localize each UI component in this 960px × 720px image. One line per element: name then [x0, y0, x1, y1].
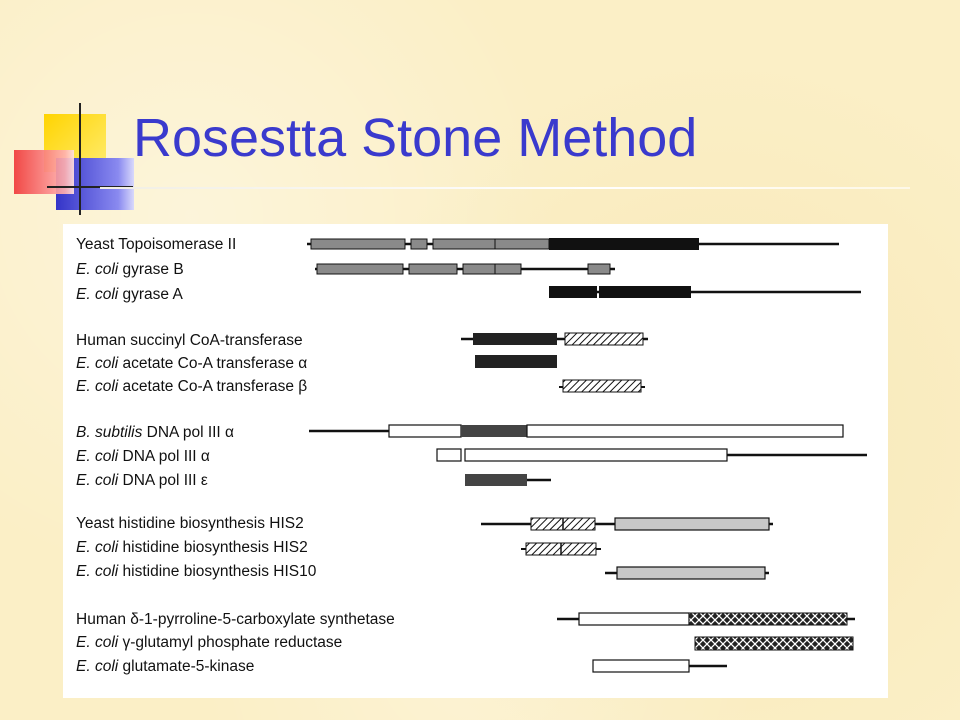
protein-label: E. coli histidine biosynthesis HIS2 [76, 539, 308, 556]
protein-bar [521, 543, 601, 555]
protein-label: E. coli gyrase B [76, 261, 184, 278]
protein-bar [481, 518, 773, 530]
protein-bar [437, 449, 867, 461]
protein-label: Human succinyl CoA-transferase [76, 332, 303, 349]
title-underline [100, 187, 910, 189]
logo-vertical-line [79, 103, 81, 215]
protein-bar [475, 355, 557, 368]
protein-label: Yeast Topoisomerase II [76, 236, 237, 253]
protein-label: E. coli DNA pol III α [76, 448, 210, 465]
protein-bar [307, 238, 839, 250]
protein-bar [309, 425, 843, 437]
protein-bar [557, 613, 855, 625]
protein-bar [605, 567, 769, 579]
protein-label: Yeast histidine biosynthesis HIS2 [76, 515, 304, 532]
group-histidine-biosynthesis [76, 515, 773, 580]
protein-label: E. coli histidine biosynthesis HIS10 [76, 563, 317, 580]
protein-label: Human δ-1-pyrroline-5-carboxylate synthetase [76, 611, 395, 628]
domain-fusion-diagram [63, 224, 888, 698]
protein-label: E. coli gyrase A [76, 286, 183, 303]
group-coa-transferase [76, 332, 648, 395]
protein-label: E. coli DNA pol III ε [76, 472, 208, 489]
protein-bar [593, 660, 727, 672]
domain-fusion-figure [63, 224, 888, 698]
group-topoisomerase [76, 236, 861, 303]
group-p5cs [76, 611, 855, 675]
protein-label: E. coli acetate Co-A transferase α [76, 355, 308, 372]
protein-bar [465, 474, 551, 486]
protein-label: B. subtilis DNA pol III α [76, 424, 235, 441]
group-dna-pol-iii [76, 424, 867, 489]
protein-label: E. coli γ-glutamyl phosphate reductase [76, 634, 343, 651]
slide-title: Rosestta Stone Method [133, 108, 698, 168]
protein-bar [461, 333, 648, 345]
protein-bar [549, 286, 861, 298]
protein-label: E. coli acetate Co-A transferase β [76, 378, 308, 395]
protein-bar [559, 380, 645, 392]
protein-label: E. coli glutamate-5-kinase [76, 658, 255, 675]
protein-bar [695, 637, 853, 650]
protein-bar [315, 264, 615, 274]
